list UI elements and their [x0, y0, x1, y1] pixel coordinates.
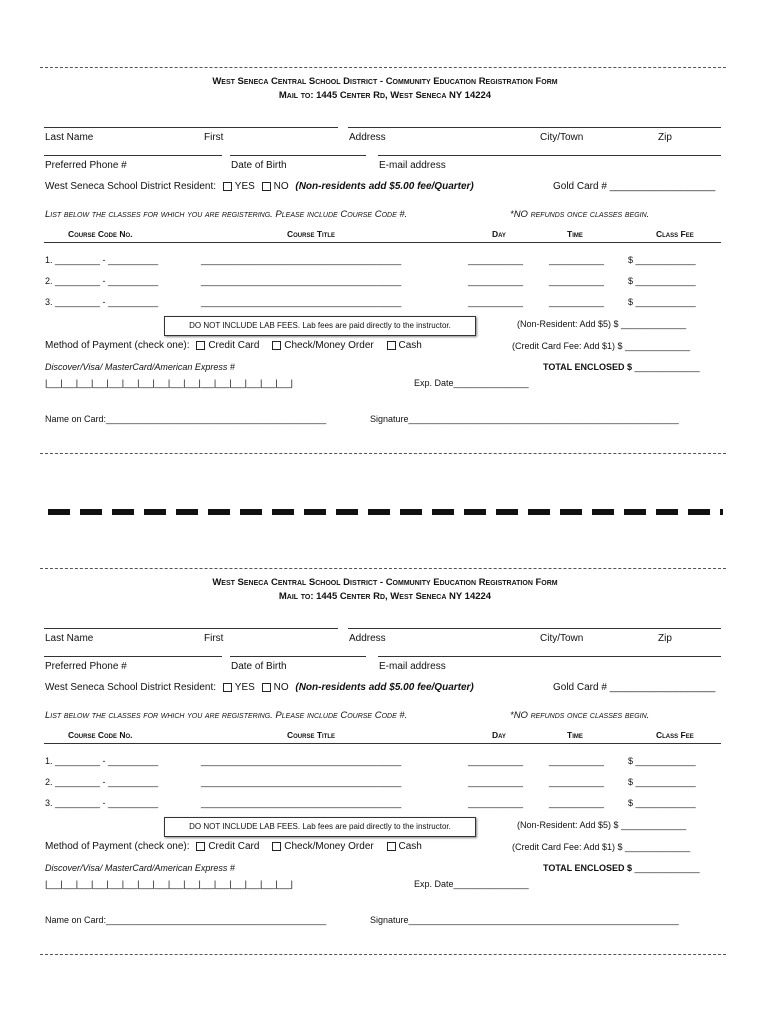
zip-label: Zip: [658, 132, 672, 143]
no-label: NO: [273, 682, 289, 693]
cash-checkbox[interactable]: [387, 341, 396, 350]
row-1-fee[interactable]: $ ____________: [628, 756, 696, 766]
cut-line-bottom: [40, 954, 726, 955]
email-label: E-mail address: [379, 160, 446, 171]
row-2-code[interactable]: 2. _________ - __________: [45, 276, 159, 286]
no-checkbox[interactable]: [262, 683, 271, 692]
total-enclosed-field[interactable]: _____________: [634, 362, 700, 372]
row-2-day[interactable]: ___________: [468, 276, 524, 286]
table-header-rule: [44, 743, 721, 744]
no-label: NO: [273, 181, 289, 192]
yes-checkbox[interactable]: [223, 182, 232, 191]
no-checkbox[interactable]: [262, 182, 271, 191]
cash-label: Cash: [398, 340, 422, 351]
nonresident-fee-field[interactable]: (Non-Resident: Add $5) $ _____________: [517, 319, 687, 329]
form-title: West Seneca Central School District - Community Education Registration Form: [212, 76, 558, 87]
phone-label: Preferred Phone #: [45, 160, 127, 171]
credit-card-fee-field[interactable]: (Credit Card Fee: Add $1) $ _____________: [512, 842, 691, 852]
row-3-day[interactable]: ___________: [468, 297, 524, 307]
signature-field[interactable]: Signature______________________________________________________: [370, 414, 679, 424]
payment-method-row: [45, 340, 422, 351]
card-types-label: Discover/Visa/ MasterCard/American Express #: [45, 362, 235, 372]
col-time: Time: [567, 229, 583, 239]
row-2-title[interactable]: ________________________________________: [201, 276, 402, 286]
credit-card-fee-field[interactable]: (Credit Card Fee: Add $1) $ _____________: [512, 341, 691, 351]
row-2-fee[interactable]: $ ____________: [628, 276, 696, 286]
total-enclosed-text: TOTAL ENCLOSED $: [543, 863, 633, 873]
row-3-time[interactable]: ___________: [549, 798, 605, 808]
yes-label: YES: [234, 682, 255, 693]
credit-card-label: Credit Card: [208, 841, 260, 852]
form-title: West Seneca Central School District - Community Education Registration Form: [212, 577, 558, 588]
lab-fee-notice: DO NOT INCLUDE LAB FEES. Lab fees are paid directly to the instructor.: [164, 817, 476, 837]
total-enclosed-label: [543, 362, 700, 372]
credit-card-checkbox[interactable]: [196, 341, 205, 350]
dob-label: Date of Birth: [231, 160, 287, 171]
no-refunds-note: *NO refunds once classes begin.: [510, 710, 650, 721]
row-1-time[interactable]: ___________: [549, 756, 605, 766]
address-field[interactable]: [348, 628, 721, 629]
row-1-day[interactable]: ___________: [468, 756, 524, 766]
row-1-time[interactable]: ___________: [549, 255, 605, 265]
first-name-label: First: [204, 633, 224, 644]
row-3-fee[interactable]: $ ____________: [628, 798, 696, 808]
class-list-instruction: List below the classes for which you are registering. Please include Course Code #.: [45, 710, 408, 721]
phone-field[interactable]: [44, 656, 222, 657]
col-day: Day: [492, 229, 506, 239]
dob-field[interactable]: [230, 155, 366, 156]
total-enclosed-label: [543, 863, 700, 873]
resident-row: [45, 181, 474, 192]
phone-label: Preferred Phone #: [45, 661, 127, 672]
row-3-code[interactable]: 3. _________ - __________: [45, 798, 159, 808]
total-enclosed-field[interactable]: _____________: [634, 863, 700, 873]
cut-line: [40, 568, 726, 569]
last-first-name-field[interactable]: [44, 628, 338, 629]
check-label: Check/Money Order: [284, 340, 374, 351]
cash-checkbox[interactable]: [387, 842, 396, 851]
row-3-fee[interactable]: $ ____________: [628, 297, 696, 307]
city-label: City/Town: [540, 132, 584, 143]
nonresident-fee-field[interactable]: (Non-Resident: Add $5) $ _____________: [517, 820, 687, 830]
row-3-title[interactable]: ________________________________________: [201, 798, 402, 808]
zip-label: Zip: [658, 633, 672, 644]
gold-card-field[interactable]: Gold Card # ___________________: [553, 181, 716, 192]
registration-form-bottom: [0, 501, 770, 925]
row-1-day[interactable]: ___________: [468, 255, 524, 265]
card-number-boxes[interactable]: |___|___|___|___|___|___|___|___|___|___|___|___|___|___|___|___|: [45, 879, 293, 889]
name-on-card-field[interactable]: Name on Card:____________________________________________: [45, 915, 327, 925]
payment-label: Method of Payment (check one):: [45, 340, 190, 351]
city-label: City/Town: [540, 633, 584, 644]
name-on-card-field[interactable]: Name on Card:____________________________________________: [45, 414, 327, 424]
col-course-title: Course Title: [287, 730, 336, 740]
mail-to-address: Mail to: 1445 Center Rd, West Seneca NY 14224: [278, 591, 492, 602]
row-2-title[interactable]: ________________________________________: [201, 777, 402, 787]
credit-card-label: Credit Card: [208, 340, 260, 351]
payment-label: Method of Payment (check one):: [45, 841, 190, 852]
first-name-label: First: [204, 132, 224, 143]
last-name-label: Last Name: [45, 132, 94, 143]
check-checkbox[interactable]: [272, 842, 281, 851]
email-field[interactable]: [378, 155, 721, 156]
check-label: Check/Money Order: [284, 841, 374, 852]
col-time: Time: [567, 730, 583, 740]
col-class-fee: Class Fee: [656, 730, 694, 740]
cash-label: Cash: [398, 841, 422, 852]
row-3-title[interactable]: ________________________________________: [201, 297, 402, 307]
row-2-day[interactable]: ___________: [468, 777, 524, 787]
exp-date-field[interactable]: Exp. Date_______________: [414, 378, 529, 388]
table-header-rule: [44, 242, 721, 243]
dob-field[interactable]: [230, 656, 366, 657]
row-1-title[interactable]: ________________________________________: [201, 756, 402, 766]
check-checkbox[interactable]: [272, 341, 281, 350]
last-first-name-field[interactable]: [44, 127, 338, 128]
row-2-code[interactable]: 2. _________ - __________: [45, 777, 159, 787]
mail-to-address: Mail to: 1445 Center Rd, West Seneca NY 14224: [278, 90, 492, 101]
address-label: Address: [349, 132, 386, 143]
cut-line-bottom: [40, 453, 726, 454]
signature-field[interactable]: Signature______________________________________________________: [370, 915, 679, 925]
email-field[interactable]: [378, 656, 721, 657]
col-course-code: Course Code No.: [68, 229, 133, 239]
resident-row: [45, 682, 474, 693]
col-course-code: Course Code No.: [68, 730, 133, 740]
yes-label: YES: [234, 181, 255, 192]
gold-card-field[interactable]: Gold Card # ___________________: [553, 682, 716, 693]
phone-field[interactable]: [44, 155, 222, 156]
cut-line: [40, 67, 726, 68]
row-1-title[interactable]: ________________________________________: [201, 255, 402, 265]
dob-label: Date of Birth: [231, 661, 287, 672]
nonresident-note: (Non-residents add $5.00 fee/Quarter): [295, 682, 474, 693]
exp-date-field[interactable]: Exp. Date_______________: [414, 879, 529, 889]
email-label: E-mail address: [379, 661, 446, 672]
col-day: Day: [492, 730, 506, 740]
credit-card-checkbox[interactable]: [196, 842, 205, 851]
lab-fee-notice: DO NOT INCLUDE LAB FEES. Lab fees are paid directly to the instructor.: [164, 316, 476, 336]
row-1-code[interactable]: 1. _________ - __________: [45, 255, 159, 265]
no-refunds-note: *NO refunds once classes begin.: [510, 209, 650, 220]
row-2-time[interactable]: ___________: [549, 276, 605, 286]
card-types-label: Discover/Visa/ MasterCard/American Express #: [45, 863, 235, 873]
row-2-fee[interactable]: $ ____________: [628, 777, 696, 787]
class-list-instruction: List below the classes for which you are registering. Please include Course Code #.: [45, 209, 408, 220]
row-3-code[interactable]: 3. _________ - __________: [45, 297, 159, 307]
nonresident-note: (Non-residents add $5.00 fee/Quarter): [295, 181, 474, 192]
row-3-day[interactable]: ___________: [468, 798, 524, 808]
row-1-code[interactable]: 1. _________ - __________: [45, 756, 159, 766]
registration-form-top: [0, 0, 770, 424]
payment-method-row: [45, 841, 422, 852]
last-name-label: Last Name: [45, 633, 94, 644]
col-course-title: Course Title: [287, 229, 336, 239]
address-field[interactable]: [348, 127, 721, 128]
col-class-fee: Class Fee: [656, 229, 694, 239]
row-3-time[interactable]: ___________: [549, 297, 605, 307]
resident-label: West Seneca School District Resident:: [45, 181, 217, 192]
resident-label: West Seneca School District Resident:: [45, 682, 217, 693]
total-enclosed-text: TOTAL ENCLOSED $: [543, 362, 633, 372]
address-label: Address: [349, 633, 386, 644]
row-2-time[interactable]: ___________: [549, 777, 605, 787]
card-number-boxes[interactable]: |___|___|___|___|___|___|___|___|___|___|___|___|___|___|___|___|: [45, 378, 293, 388]
row-1-fee[interactable]: $ ____________: [628, 255, 696, 265]
yes-checkbox[interactable]: [223, 683, 232, 692]
